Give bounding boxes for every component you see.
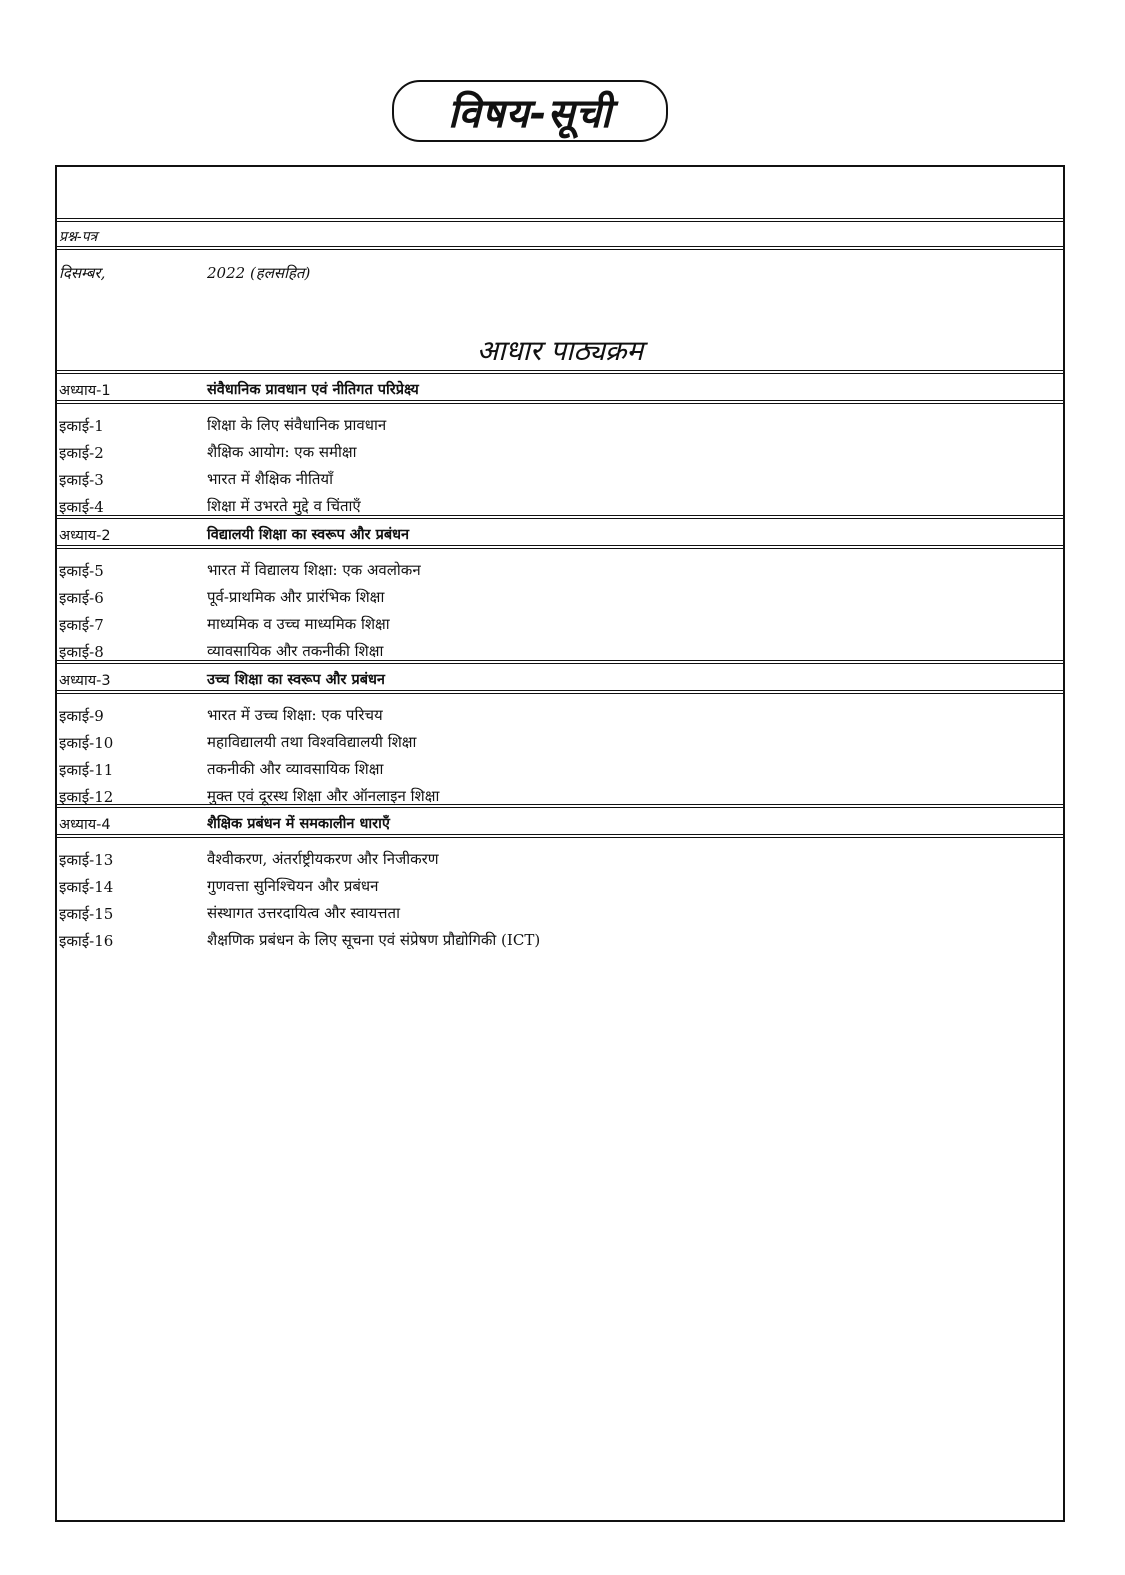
unit-title: भारत में विद्यालय शिक्षा: एक अवलोकन bbox=[207, 561, 421, 579]
divider bbox=[57, 660, 1063, 664]
divider bbox=[57, 690, 1063, 694]
unit-title: संस्थागत उत्तरदायित्व और स्वायत्तता bbox=[207, 904, 400, 922]
unit-code: इकाई-12 bbox=[59, 788, 114, 806]
unit-code: इकाई-13 bbox=[59, 851, 114, 869]
unit-code: इकाई-10 bbox=[59, 734, 114, 752]
unit-code: इकाई-4 bbox=[59, 498, 104, 516]
divider bbox=[57, 400, 1063, 404]
divider bbox=[57, 515, 1063, 519]
divider bbox=[57, 545, 1063, 549]
chapter-code: अध्याय-3 bbox=[59, 673, 111, 689]
unit-code: इकाई-9 bbox=[59, 707, 104, 725]
unit-title: महाविद्यालयी तथा विश्वविद्यालयी शिक्षा bbox=[207, 733, 417, 751]
unit-title: शैक्षिक आयोग: एक समीक्षा bbox=[207, 443, 357, 461]
paper-year: 2022 (हलसहित) bbox=[207, 264, 311, 282]
chapter-code: अध्याय-2 bbox=[59, 528, 111, 544]
page-title: विषय-सूची bbox=[447, 90, 613, 137]
unit-code: इकाई-11 bbox=[59, 761, 114, 779]
unit-code: इकाई-16 bbox=[59, 932, 114, 950]
contents-frame bbox=[55, 165, 1065, 1522]
unit-code: इकाई-3 bbox=[59, 471, 104, 489]
unit-title: तकनीकी और व्यावसायिक शिक्षा bbox=[207, 760, 384, 778]
question-paper-label: प्रश्न-पत्र bbox=[59, 229, 98, 245]
title-box bbox=[392, 80, 668, 142]
unit-title: गुणवत्ता सुनिश्चियन और प्रबंधन bbox=[207, 877, 379, 895]
unit-code: इकाई-2 bbox=[59, 444, 104, 462]
unit-title: भारत में उच्च शिक्षा: एक परिचय bbox=[207, 706, 383, 724]
unit-title: माध्यमिक व उच्च माध्यमिक शिक्षा bbox=[207, 615, 390, 633]
divider bbox=[57, 370, 1063, 374]
chapter-title: संवैधानिक प्रावधान एवं नीतिगत परिप्रेक्ष्य bbox=[207, 382, 419, 398]
unit-code: इकाई-7 bbox=[59, 616, 104, 634]
paper-month: दिसम्बर, bbox=[59, 264, 106, 282]
divider bbox=[57, 218, 1063, 222]
unit-code: इकाई-5 bbox=[59, 562, 104, 580]
unit-code: इकाई-1 bbox=[59, 417, 104, 435]
unit-title: मुक्त एवं दूरस्थ शिक्षा और ऑनलाइन शिक्षा bbox=[207, 787, 440, 805]
unit-code: इकाई-15 bbox=[59, 905, 114, 923]
unit-title: शिक्षा के लिए संवैधानिक प्रावधान bbox=[207, 416, 387, 434]
chapter-title: उच्च शिक्षा का स्वरूप और प्रबंधन bbox=[207, 672, 385, 688]
divider bbox=[57, 804, 1063, 808]
section-heading: आधार पाठ्यक्रम bbox=[476, 334, 644, 367]
unit-code: इकाई-8 bbox=[59, 643, 104, 661]
unit-title: भारत में शैक्षिक नीतियाँ bbox=[207, 470, 333, 488]
unit-title: व्यावसायिक और तकनीकी शिक्षा bbox=[207, 642, 384, 660]
chapter-title: विद्यालयी शिक्षा का स्वरूप और प्रबंधन bbox=[207, 527, 410, 543]
unit-code: इकाई-6 bbox=[59, 589, 104, 607]
unit-title: शिक्षा में उभरते मुद्दे व चिंताएँ bbox=[207, 497, 361, 515]
chapter-code: अध्याय-4 bbox=[59, 817, 111, 833]
unit-title: पूर्व-प्राथमिक और प्रारंभिक शिक्षा bbox=[207, 588, 385, 606]
unit-title: वैश्वीकरण, अंतर्राष्ट्रीयकरण और निजीकरण bbox=[207, 850, 439, 868]
chapter-title: शैक्षिक प्रबंधन में समकालीन धाराएँ bbox=[207, 816, 390, 832]
unit-code: इकाई-14 bbox=[59, 878, 114, 896]
divider bbox=[57, 834, 1063, 838]
divider bbox=[57, 246, 1063, 250]
unit-title: शैक्षणिक प्रबंधन के लिए सूचना एवं संप्रेषण प्रौद्योगिकी (ICT) bbox=[207, 931, 541, 949]
chapter-code: अध्याय-1 bbox=[59, 383, 111, 399]
